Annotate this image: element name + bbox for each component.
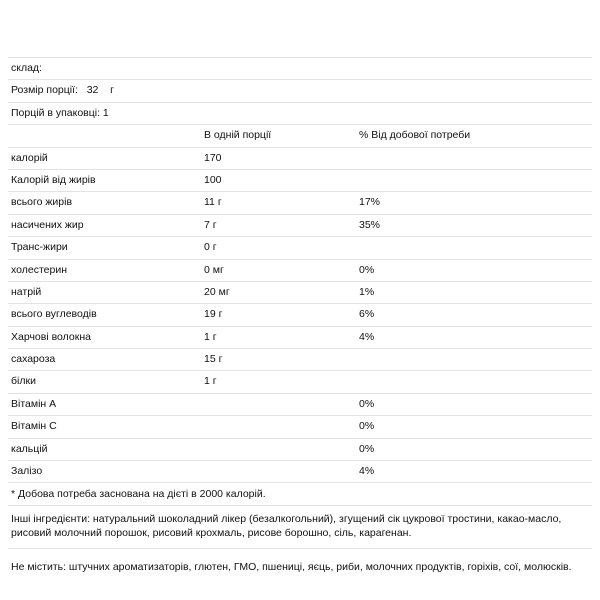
nutrient-amount: 170	[204, 151, 222, 164]
nutrient-name: Калорій від жирів	[11, 173, 96, 186]
nutrient-amount: 0 мг	[204, 263, 224, 276]
serving-size-label: Розмір порції:	[11, 84, 78, 97]
allergen-free-text: Не містить: штучних ароматизаторів, глютен, ГМО, пшениці, яєць, риби, молочних продуктів, горіхів, сої, молюсків.	[11, 561, 572, 574]
nutrient-name: Вітамін C	[11, 420, 57, 433]
table-row	[8, 416, 592, 438]
nutrient-name: сахароза	[11, 353, 56, 366]
servings-per-container: Порцій в упаковці: 1	[11, 106, 109, 119]
nutrient-daily-value: 0%	[359, 420, 375, 433]
nutrient-rows	[8, 148, 592, 484]
nutrient-amount: 7 г	[204, 218, 217, 231]
nutrient-name: калорій	[11, 151, 48, 164]
table-header-row	[8, 125, 592, 147]
nutrient-amount: 100	[204, 173, 222, 186]
nutrient-amount: 1 г	[204, 330, 217, 343]
nutrient-name: Вітамін A	[11, 397, 57, 410]
table-row	[8, 394, 592, 416]
nutrient-name: натрій	[11, 285, 42, 298]
nutrient-daily-value: 0%	[359, 263, 375, 276]
table-row	[8, 371, 592, 393]
nutrient-daily-value: 17%	[359, 196, 381, 209]
footnote-row	[8, 483, 592, 506]
table-row	[8, 260, 592, 282]
nutrient-name: Харчові волокна	[11, 330, 91, 343]
table-row	[8, 327, 592, 349]
nutrient-daily-value: 6%	[359, 308, 375, 321]
nutrient-amount: 20 мг	[204, 285, 230, 298]
nutrient-daily-value: 4%	[359, 330, 375, 343]
serving-size-unit: г	[110, 84, 114, 97]
table-row	[8, 148, 592, 170]
nutrient-name: кальцій	[11, 442, 48, 455]
nutrient-name: насичених жир	[11, 218, 84, 231]
nutrient-name: холестерин	[11, 263, 67, 276]
column-header-daily-value: % Від добової потреби	[359, 129, 471, 142]
nutrient-name: всього жирів	[11, 196, 73, 209]
composition-row	[8, 57, 592, 80]
nutrient-amount: 11 г	[204, 196, 222, 209]
table-row	[8, 237, 592, 259]
serving-size-value: 32	[86, 84, 99, 97]
ingredients-text: Інші інгредієнти: натуральний шоколадний лікер (безалкогольний), згущений сік цукрової тростини, какао-масло, рисовий молочний порошок, рисовий крохмаль, рисове борошно, сіль, карагенан.	[8, 506, 592, 549]
nutrient-daily-value: 35%	[359, 218, 381, 231]
table-row	[8, 439, 592, 461]
nutrient-name: білки	[11, 375, 36, 388]
nutrient-amount: 19 г	[204, 308, 223, 321]
column-header-per-serving: В одній порції	[204, 129, 272, 142]
nutrient-amount: 15 г	[204, 353, 223, 366]
table-row	[8, 170, 592, 192]
daily-value-footnote: * Добова потреба заснована на дієті в 2000 калорій.	[11, 488, 266, 501]
nutrient-daily-value: 0%	[359, 442, 375, 455]
table-row	[8, 304, 592, 326]
table-row	[8, 349, 592, 371]
nutrient-amount: 1 г	[204, 375, 217, 388]
table-row	[8, 192, 592, 214]
table-row	[8, 282, 592, 304]
nutrient-name: всього вуглеводів	[11, 308, 97, 321]
nutrient-amount: 0 г	[204, 241, 217, 254]
nutrient-name: Залізо	[11, 465, 43, 478]
nutrition-facts-panel	[8, 57, 592, 582]
serving-size-row	[8, 80, 592, 102]
table-row	[8, 215, 592, 237]
nutrient-name: Транс-жири	[11, 241, 68, 254]
composition-label: склад:	[11, 62, 42, 74]
table-row	[8, 461, 592, 483]
nutrient-daily-value: 0%	[359, 397, 375, 410]
servings-per-container-row	[8, 103, 592, 125]
nutrient-daily-value: 1%	[359, 285, 375, 298]
nutrient-daily-value: 4%	[359, 465, 375, 478]
